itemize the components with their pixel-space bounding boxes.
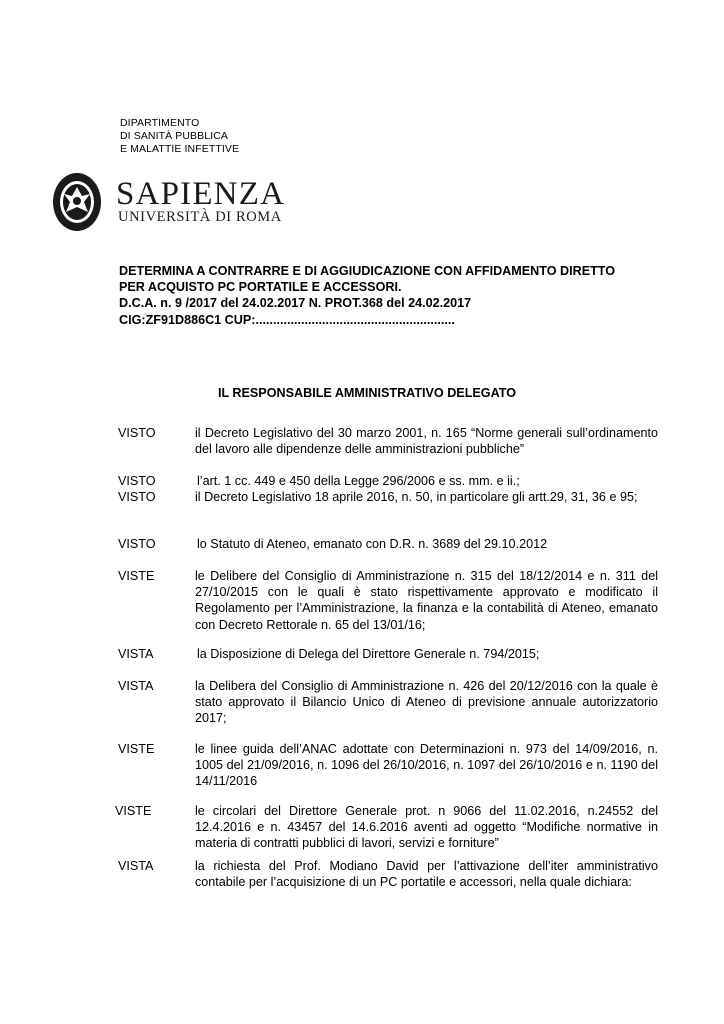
university-seal-icon (52, 172, 102, 232)
clause-text: la Disposizione di Delega del Direttore Generale n. 794/2015; (197, 647, 540, 661)
clause-text: le linee guida dell’ANAC adottate con Determinazioni n. 973 del 14/09/2016, n. 1005 del 21/09/2016, n. 1096 del 26/10/2016, n. 1097 del 26/10/2016 e n. 1190 del 14/11/2016 (195, 742, 658, 789)
department-header (120, 117, 239, 156)
clause-label: VISTE (118, 569, 155, 583)
clause-text: la Delibera del Consiglio di Amministrazione n. 426 del 20/12/2016 con la quale è stato approvato il Bilancio Unico di Ateneo di previsione annuale autorizzatorio 2017; (195, 679, 658, 726)
responsible-title: IL RESPONSABILE AMMINISTRATIVO DELEGATO (217, 386, 517, 400)
clause-text: il Decreto Legislativo del 30 marzo 2001, n. 165 “Norme generali sull’ordinamento del lavoro alle dipendenze delle amministrazioni pubbliche” (195, 426, 658, 457)
clause-label: VISTO (118, 426, 156, 440)
heading-line-3: D.C.A. n. 9 /2017 del 24.02.2017 N. PROT.368 del 24.02.2017 (119, 296, 472, 311)
clause-text: la richiesta del Prof. Modiano David per l’attivazione dell’iter amministrativo contabile per l’acquisizione di un PC portatile e accessori, nella quale dichiara: (195, 859, 658, 890)
heading-line-2: PER ACQUISTO PC PORTATILE E ACCESSORI. (119, 280, 402, 295)
heading-line-1: DETERMINA A CONTRARRE E DI AGGIUDICAZIONE CON AFFIDAMENTO DIRETTO (119, 264, 616, 278)
clause-text: l’art. 1 cc. 449 e 450 della Legge 296/2006 e ss. mm. e ii.; (197, 474, 520, 488)
clause-label: VISTA (118, 647, 154, 661)
department-line-3: E MALATTIE INFETTIVE (120, 143, 240, 155)
clause-label: VISTE (115, 804, 152, 818)
department-line-2: DI SANITÀ PUBBLICA (120, 130, 228, 142)
sapienza-logo (52, 172, 286, 234)
clause-label: VISTA (118, 679, 154, 693)
department-line-1: DIPARTIMENTO (120, 117, 200, 129)
clause-label: VISTE (118, 742, 155, 756)
clause-text: le Delibere del Consiglio di Amministrazione n. 315 del 18/12/2014 e n. 311 del 27/10/2015 con le quali è stato rispettivamente approvato e modificato il Regolamento per l’Amministrazione, la finanza e la contabilità di Ateneo, emanato con Decreto Rettorale n. 65 del 13/01/16; (195, 569, 658, 632)
brand-subtitle: UNIVERSITÀ DI ROMA (118, 209, 282, 225)
clause-label: VISTA (118, 859, 154, 873)
clause-label: VISTO (118, 490, 156, 504)
brand-name: SAPIENZA (116, 176, 286, 212)
document-heading (119, 263, 679, 328)
clause-text: le circolari del Direttore Generale prot. n 9066 del 11.02.2016, n.24552 del 12.4.2016 e n. 43457 del 14.6.2016 aventi ad oggetto “Modifiche normative in materia di contratti pubblici di lavori, servizi e forniture” (195, 804, 658, 851)
clause-text: il Decreto Legislativo 18 aprile 2016, n. 50, in particolare gli artt.29, 31, 36 e 95; (195, 490, 638, 504)
clause-label: VISTO (118, 537, 156, 551)
heading-line-4: CIG:ZF91D886C1 CUP:......................................................... (119, 312, 455, 327)
clause-label: VISTO (118, 474, 156, 488)
clause-text: lo Statuto di Ateneo, emanato con D.R. n. 3689 del 29.10.2012 (197, 537, 548, 551)
